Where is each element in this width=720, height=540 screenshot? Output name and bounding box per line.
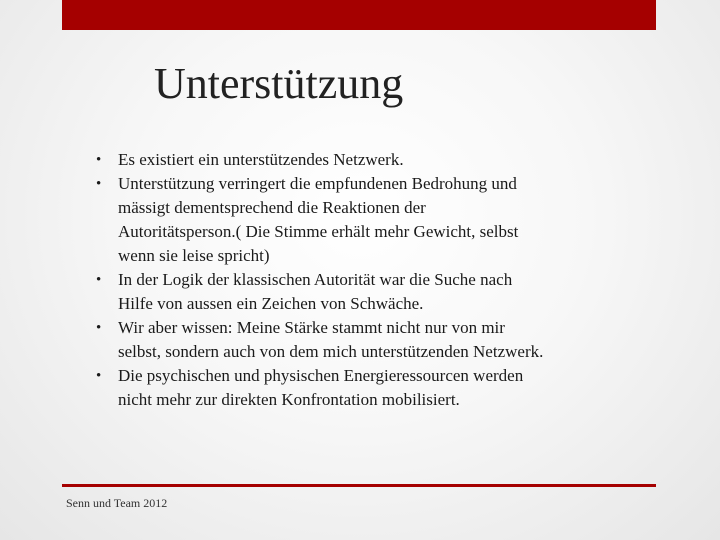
footer-divider [62,484,656,487]
bullet-text-line: Unterstützung verringert die empfundenen Bedrohung und [118,174,517,193]
bullet-text-line: mässigt dementsprechend die Reaktionen der [118,198,426,217]
bullet-text-line: Hilfe von aussen ein Zeichen von Schwäche. [118,294,424,313]
bullet-text-line: In der Logik der klassischen Autorität war die Suche nach [118,270,513,289]
bullet-text-line: Autoritätsperson.( Die Stimme erhält mehr Gewicht, selbst [118,222,519,241]
bullet-icon: • [96,176,102,192]
bullet-icon: • [96,320,102,336]
bullet-item [96,364,656,412]
bullet-text-line: Wir aber wissen: Meine Stärke stammt nicht nur von mir [118,318,505,337]
bullet-text-line: nicht mehr zur direkten Konfrontation mobilisiert. [118,390,460,409]
bullet-item [96,148,656,172]
footer-text: Senn und Team 2012 [66,496,168,510]
bullet-item [96,316,656,364]
bullet-list [96,148,656,412]
bullet-icon: • [96,272,102,288]
bullet-item [96,268,656,316]
bullet-icon: • [96,368,102,384]
slide-title: Unterstützung [154,59,404,108]
bullet-text-line: Die psychischen und physischen Energieressourcen werden [118,366,524,385]
bullet-text-line: wenn sie leise spricht) [118,246,270,265]
bullet-text-line: selbst, sondern auch von dem mich unterstützenden Netzwerk. [118,342,544,361]
top-accent-bar [62,0,656,30]
bullet-item [96,172,656,268]
bullet-text-line: Es existiert ein unterstützendes Netzwerk. [118,150,404,169]
bullet-icon: • [96,152,102,168]
